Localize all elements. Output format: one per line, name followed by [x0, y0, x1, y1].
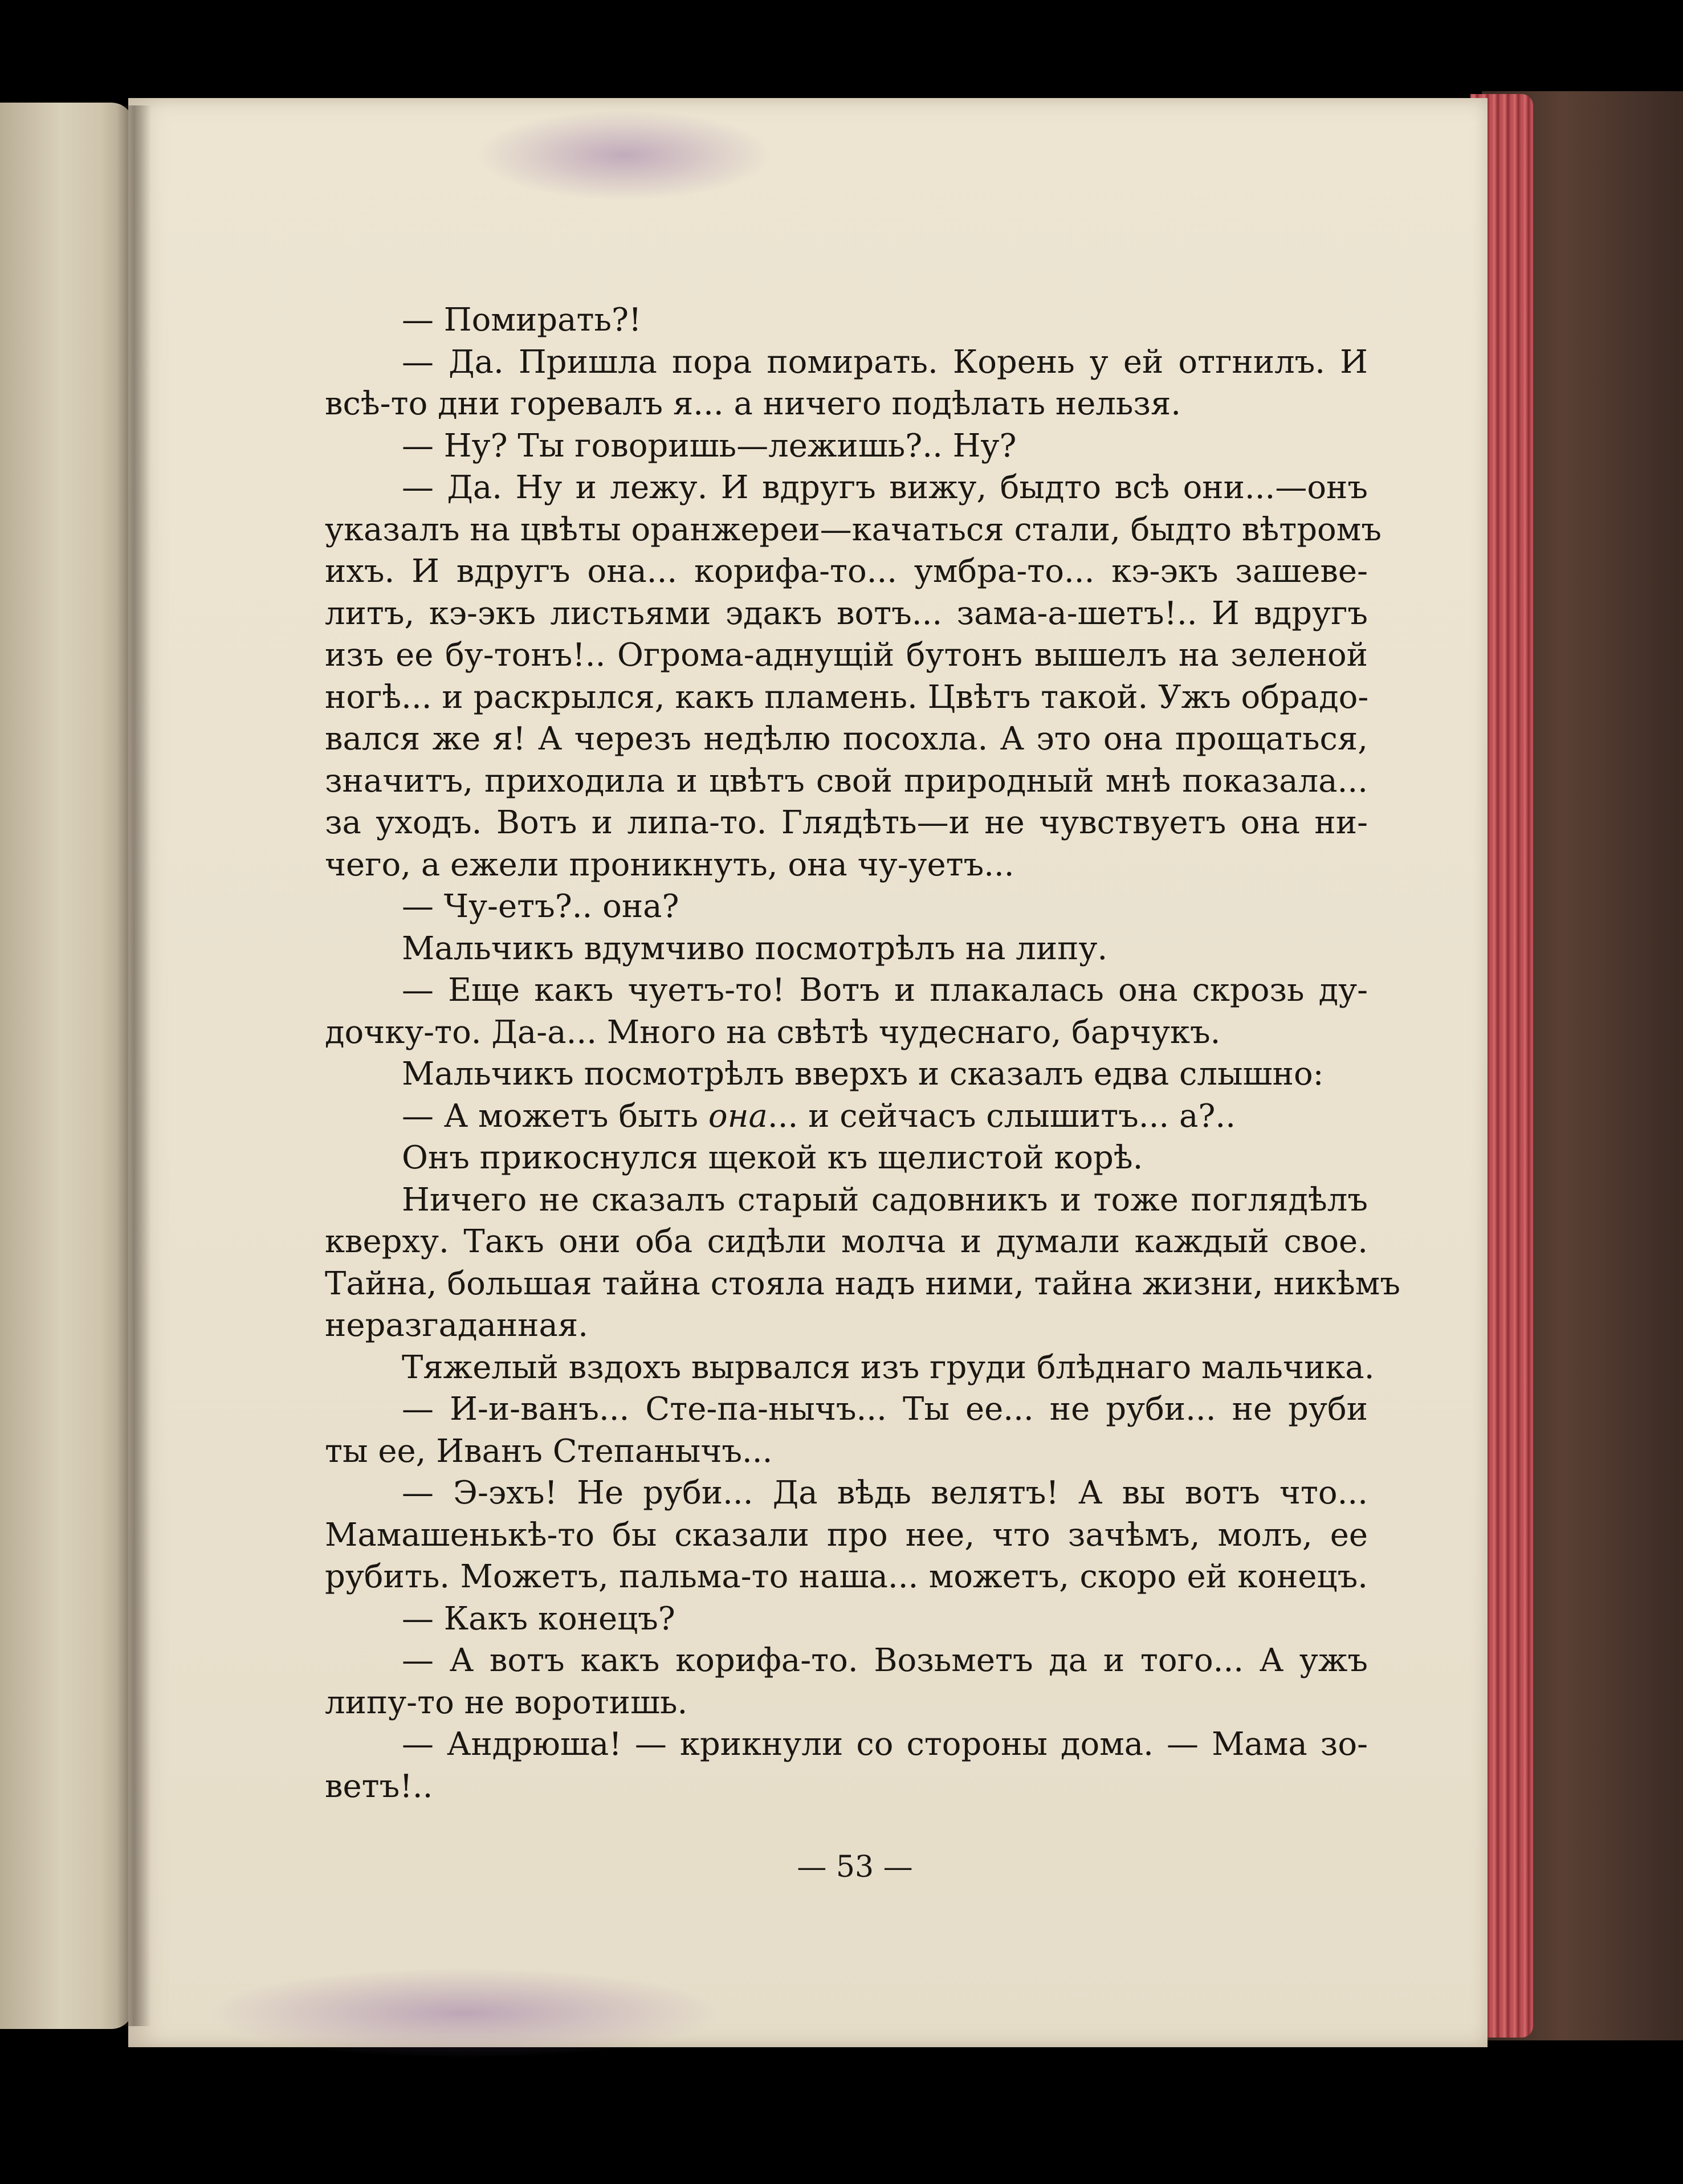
text-line: значитъ, приходила и цвѣтъ свой природный мнѣ показала... [325, 762, 1368, 800]
text-line: Мальчикъ вдумчиво посмотрѣлъ на липу. [402, 930, 1108, 967]
text-line: — И-и-ванъ... Сте-па-нычъ... Ты ее... не руби... не руби [402, 1391, 1368, 1428]
text-line: Ничего не сказалъ старый садовникъ и тоже поглядѣлъ [402, 1181, 1368, 1219]
text-line: всѣ-то дни горевалъ я... а ничего подѣлать нельзя. [325, 385, 1181, 422]
text-line: ветъ!.. [325, 1767, 433, 1805]
text-line: — Да. Ну и лежу. И вдругъ вижу, быдто всѣ они...—онъ [402, 469, 1368, 506]
text-line: ногѣ... и раскрылся, какъ пламень. Цвѣтъ такой. Ужъ обрадо- [325, 678, 1369, 716]
page-text [325, 299, 1400, 1807]
ink-stain-bottom [202, 1967, 727, 2059]
left-page-edge [0, 103, 134, 2029]
text-line: за уходъ. Вотъ и липа-то. Глядѣть—и не чувствуетъ она ни- [325, 804, 1368, 841]
text-line: ты ее, Иванъ Степанычъ... [325, 1432, 773, 1470]
text-line: — А вотъ какъ корифа-то. Возьметъ да и того... А ужъ [402, 1642, 1368, 1679]
text-line: неразгаданная. [325, 1307, 588, 1344]
text-line: изъ ее бу-тонъ!.. Огрома-аднущій бутонъ вышелъ на зеленой [325, 637, 1368, 674]
page-number: — 53 — [797, 1850, 913, 1884]
text-line: Тяжелый вздохъ вырвался изъ груди блѣднаго мальчика. [402, 1348, 1375, 1386]
gutter-shadow [117, 105, 151, 2026]
text-line: — Еще какъ чуетъ-то! Вотъ и плакалась она скрозь ду- [402, 972, 1368, 1009]
text-line: Мамашенькѣ-то бы сказали про нее, что зачѣмъ, молъ, ее [325, 1516, 1368, 1554]
ink-stain-top [476, 109, 772, 201]
text-line: Тайна, большая тайна стояла надъ ними, тайна жизни, никѣмъ [325, 1265, 1400, 1302]
text-line: рубить. Можетъ, пальма-то наша... можетъ, скоро ей конецъ. [325, 1558, 1368, 1595]
text-line: Мальчикъ посмотрѣлъ вверхъ и сказалъ едва слышно: [402, 1056, 1324, 1093]
text-line: липу-то не воротишь. [325, 1684, 688, 1721]
text-line: ихъ. И вдругъ она... корифа-то... умбра-то... кэ-экъ зашеве- [325, 553, 1368, 590]
text-line: литъ, кэ-экъ листьями эдакъ вотъ... зама-а-шетъ!.. И вдругъ [325, 594, 1368, 632]
text-line: — Э-эхъ! Не руби... Да вѣдь велятъ! А вы вотъ что... [402, 1474, 1368, 1511]
text-line: — Андрюша! — крикнули со стороны дома. — Мама зо- [402, 1726, 1368, 1763]
text-line: — Ну? Ты говоришь—лежишь?.. Ну? [402, 427, 1017, 464]
text-line: — А можетъ быть она... и сейчасъ слышитъ... а?.. [402, 1097, 1236, 1135]
text-line: дочку-то. Да-а... Много на свѣтѣ чудеснаго, барчукъ. [325, 1013, 1221, 1051]
text-line: кверху. Такъ они оба сидѣли молча и думали каждый свое. [325, 1223, 1368, 1260]
text-line: указалъ на цвѣты оранжереи—качаться стали, быдто вѣтромъ [325, 511, 1382, 548]
text-line: чего, а ежели проникнуть, она чу-уетъ... [325, 846, 1014, 883]
text-line: вался же я! А черезъ недѣлю посохла. А это она прощаться, [325, 720, 1368, 757]
text-line: — Помирать?! [402, 301, 642, 339]
text-line: — Чу-етъ?.. она? [402, 888, 679, 925]
text-line: Онъ прикоснулся щекой къ щелистой корѣ. [402, 1139, 1143, 1176]
text-line: — Да. Пришла пора помирать. Корень у ей отгнилъ. И [402, 343, 1368, 381]
text-line: — Какъ конецъ? [402, 1600, 675, 1637]
